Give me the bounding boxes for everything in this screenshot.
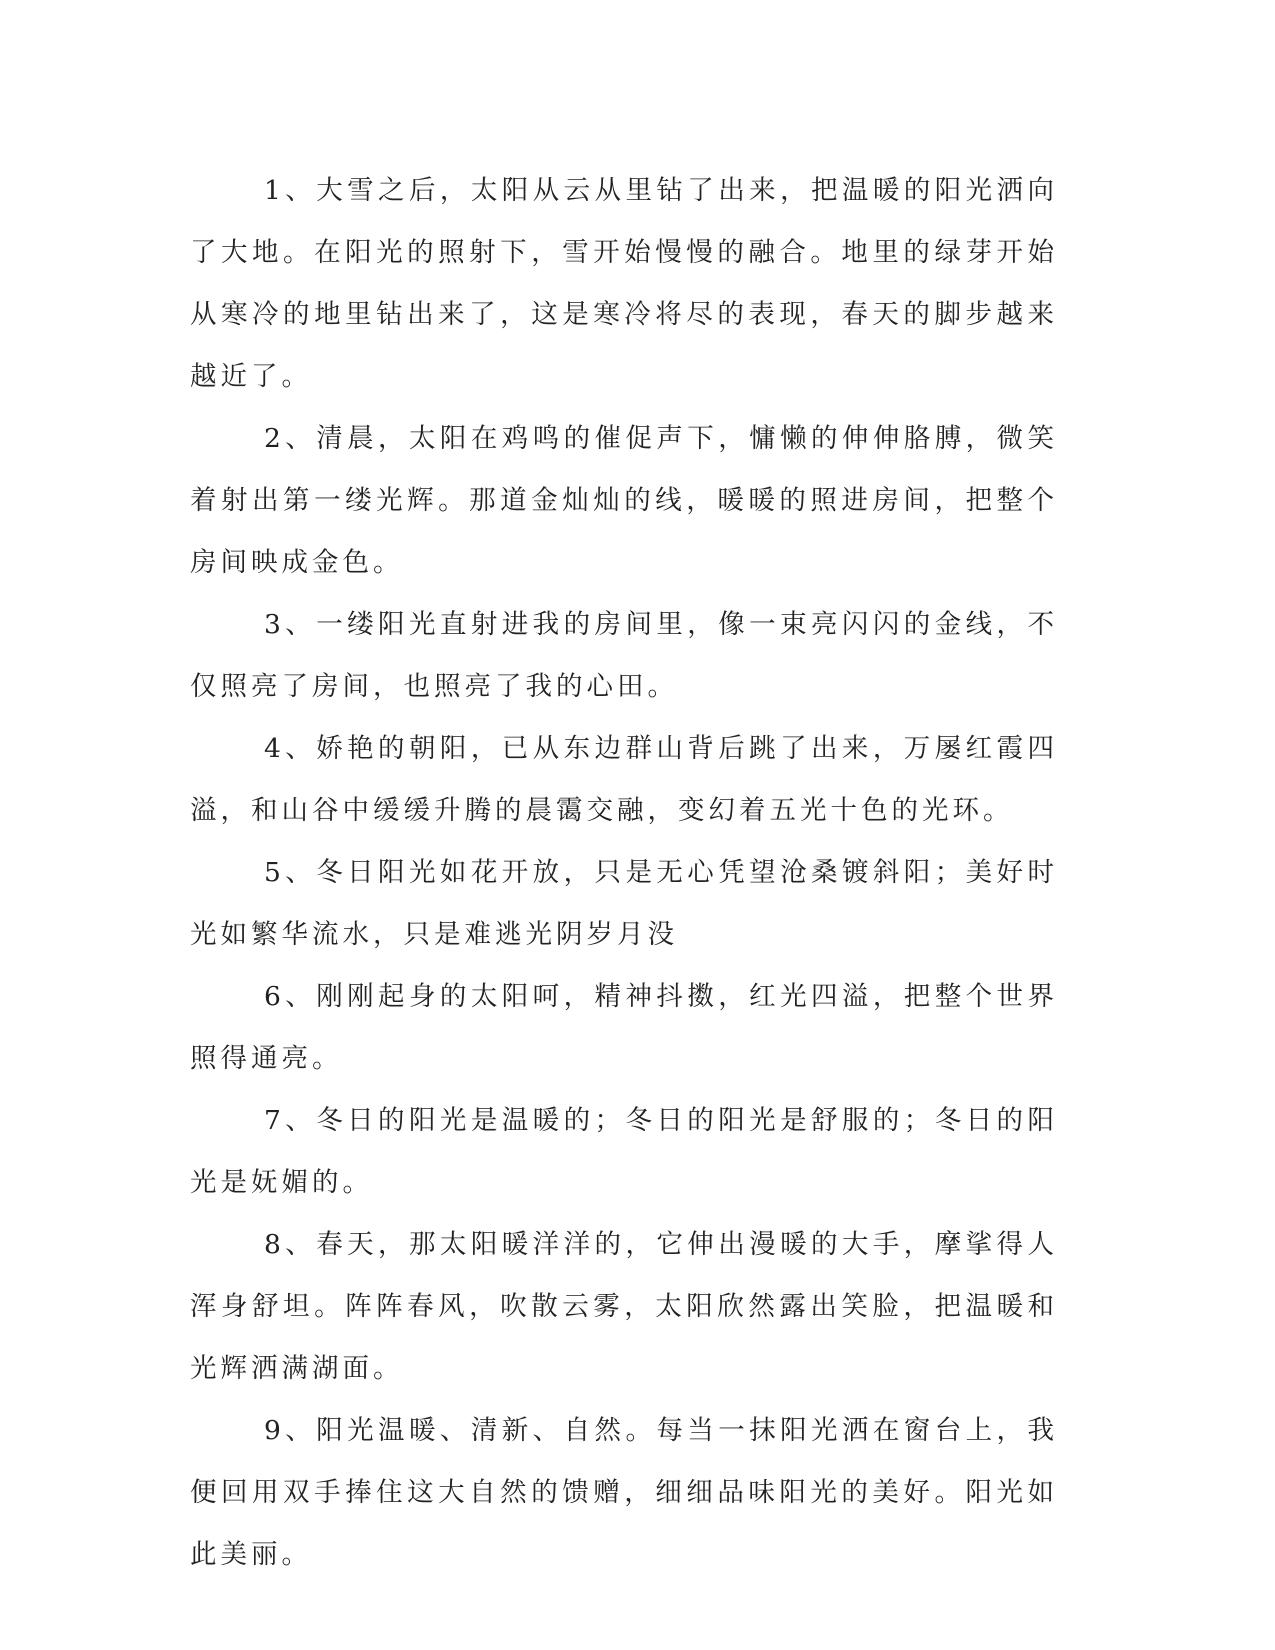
paragraph-7: 7、冬日的阳光是温暖的；冬日的阳光是舒服的；冬日的阳光是妩媚的。 [190, 1105, 1058, 1198]
paragraph-2: 2、清晨，太阳在鸡鸣的催促声下，慵懒的伸伸胳膊，微笑着射出第一缕光辉。那道金灿灿的线，暖暖的照进房间，把整个房间映成金色。 [190, 423, 1058, 578]
paragraph-5: 5、冬日阳光如花开放，只是无心凭望沧桑镀斜阳；美好时光如繁华流水，只是难逃光阴岁月没 [190, 857, 1058, 950]
paragraph-8: 8、春天，那太阳暖洋洋的，它伸出漫暖的大手，摩挲得人浑身舒坦。阵阵春风，吹散云雾，太阳欣然露出笑脸，把温暖和光辉洒满湖面。 [190, 1229, 1058, 1384]
paragraph-1: 1、大雪之后，太阳从云从里钻了出来，把温暖的阳光洒向了大地。在阳光的照射下，雪开始慢慢的融合。地里的绿芽开始从寒冷的地里钻出来了，这是寒冷将尽的表现，春天的脚步越来越近了。 [190, 175, 1058, 392]
paragraph-6: 6、刚刚起身的太阳呵，精神抖擞，红光四溢，把整个世界照得通亮。 [190, 981, 1058, 1074]
paragraph-9: 9、阳光温暖、清新、自然。每当一抹阳光洒在窗台上，我便回用双手捧住这大自然的馈赠，细细品味阳光的美好。阳光如此美丽。 [190, 1415, 1058, 1570]
paragraph-4: 4、娇艳的朝阳，已从东边群山背后跳了出来，万屡红霞四溢，和山谷中缓缓升腾的晨霭交融，变幻着五光十色的光环。 [190, 733, 1058, 826]
paragraph-3: 3、一缕阳光直射进我的房间里，像一束亮闪闪的金线，不仅照亮了房间，也照亮了我的心田。 [190, 609, 1058, 702]
document-body [190, 160, 1058, 1586]
